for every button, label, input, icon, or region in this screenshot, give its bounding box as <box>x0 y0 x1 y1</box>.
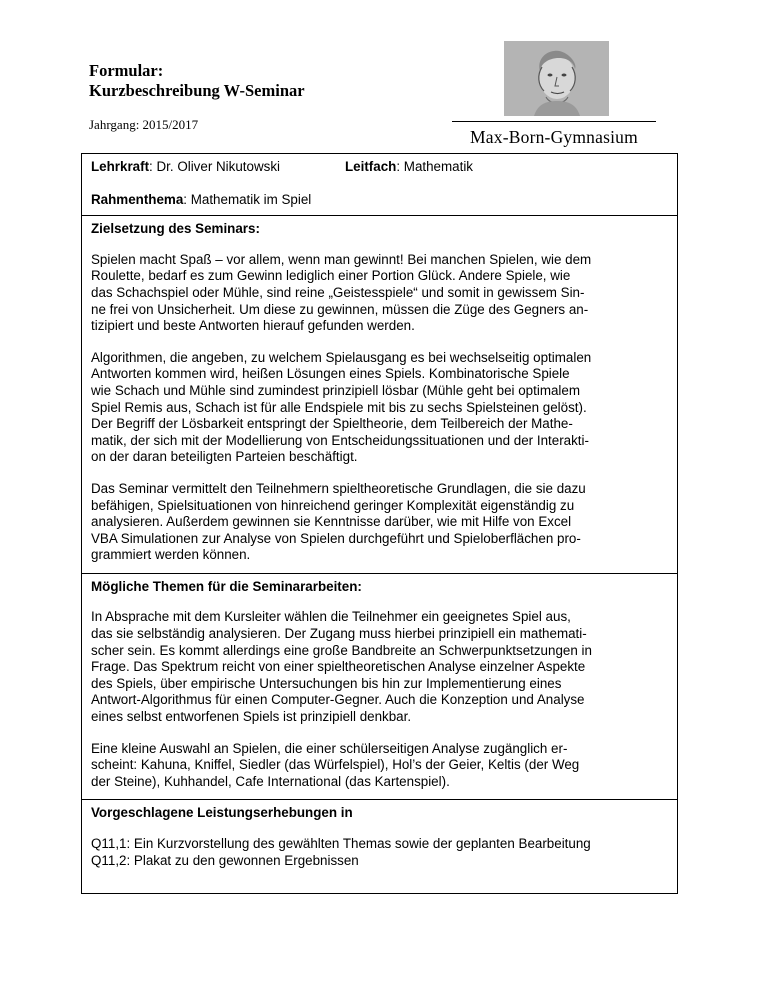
text-line: grammiert werden können. <box>91 547 251 563</box>
text-line: befähigen, Spielsituationen von hinreichend geringer Komplexität eigenständig zu <box>91 497 575 513</box>
text-line: das Schachspiel oder Mühle, sind reine „Geistesspiele“ und somit in gewissem Sin- <box>91 284 585 300</box>
topic-label: Rahmenthema <box>91 191 184 207</box>
text-line: Frage. Das Spektrum reicht von einer spieltheoretischen Analyse einzelner Aspekte <box>91 659 586 675</box>
text-line: Das Seminar vermittelt den Teilnehmern spieltheoretische Grundlagen, die sie dazu <box>91 480 586 496</box>
text-line: wie Schach und Mühle sind zumindest prinzipiell lösbar (Mühle geht bei optimalem <box>91 382 581 398</box>
teacher-label: Lehrkraft <box>91 159 150 174</box>
teacher-value: : Dr. Oliver Nikutowski <box>149 159 280 174</box>
text-line: scheint: Kahuna, Kniffel, Siedler (das Würfelspiel), Hol’s der Geier, Keltis (der Weg <box>91 757 580 773</box>
text-line: Q11,2: Plakat zu den gewonnen Ergebnissen <box>91 852 359 868</box>
text-line: Algorithmen, die angeben, zu welchem Spielausgang es bei wechselseitig optimalen <box>91 349 592 365</box>
goals-paragraph-1 <box>91 252 668 335</box>
goals-paragraph-3 <box>91 481 668 564</box>
assessment-title: Vorgeschlagene Leistungserhebungen in <box>91 805 353 821</box>
school-name: Max-Born-Gymnasium <box>470 127 638 147</box>
text-line: Der Begriff der Lösbarkeit entspringt der Spieltheorie, dem Teilbereich der Mathe- <box>91 416 573 432</box>
form-title <box>89 61 305 101</box>
text-line: das sie selbständig analysieren. Der Zugang muss hierbei prinzipiell ein mathemati- <box>91 626 587 642</box>
form-title-line1: Formular: <box>89 61 164 80</box>
text-line: analysieren. Außerdem gewinnen sie Kenntnisse darüber, wie mit Hilfe von Excel <box>91 514 572 530</box>
text-line: In Absprache mit dem Kursleiter wählen die Teilnehmer ein geeignetes Spiel aus, <box>91 609 571 625</box>
assessment-cell <box>82 800 678 894</box>
topic-field <box>91 192 668 209</box>
topics-paragraph-1 <box>91 609 668 725</box>
assessment-row <box>82 800 678 894</box>
text-line: tizipiert und beste Antworten hierauf gefunden werden. <box>91 318 415 334</box>
text-line: ne frei von Unsicherheit. Um diese zu gewinnen, müssen die Züge des Gegners an- <box>91 301 589 317</box>
year-label: Jahrgang: 2015/2017 <box>89 117 199 132</box>
text-line: Antworten kommen wird, heißen Lösungen eines Spiels. Kombinatorische Spiele <box>91 366 570 382</box>
text-line: des Spiels, über empirische Untersuchungen bis hin zur Implementierung eines <box>91 675 562 691</box>
teacher-field <box>91 159 345 176</box>
topic-value: : Mathematik im Spiel <box>183 191 312 207</box>
subject-field <box>345 159 473 176</box>
portrait-logo-icon <box>504 41 609 116</box>
text-line: der Steine), Kuhhandel, Cafe International (das Kartenspiel). <box>91 773 450 789</box>
text-line: VBA Simulationen zur Analyse von Spielen durchgeführt und Spieloberflächen pro- <box>91 530 581 546</box>
goals-cell <box>82 216 678 574</box>
text-line: Roulette, bedarf es zum Gewinn lediglich einer Portion Glück. Andere Spiele, wie <box>91 268 571 284</box>
info-row <box>82 154 678 216</box>
teacher-subject-line <box>91 159 668 176</box>
info-cell <box>82 154 678 216</box>
text-line: Spiel Remis aus, Schach ist für alle Endspiele mit bis zu sechs Spielsteinen gelöst). <box>91 399 587 415</box>
seminar-form-table <box>81 153 678 894</box>
subject-label: Leitfach <box>345 159 397 174</box>
topics-cell <box>82 573 678 800</box>
topics-paragraph-2 <box>91 741 668 791</box>
text-line: Q11,1: Ein Kurzvorstellung des gewählten Themas sowie der geplanten Bearbeitung <box>91 836 591 851</box>
text-line: Antwort-Algorithmus für einen Computer-Gegner. Auch die Konzeption und Analyse <box>91 692 585 708</box>
text-line: scher sein. Es kommt allerdings eine große Bandbreite an Schwerpunktsetzungen in <box>91 642 592 658</box>
topics-row <box>82 573 678 800</box>
text-line: Spielen macht Spaß – vor allem, wenn man gewinnt! Bei manchen Spielen, wie dem <box>91 251 592 267</box>
subject-value: : Mathematik <box>396 159 473 174</box>
text-line: matik, der sich mit der Modellierung von Entscheidungssituationen und der Interakti- <box>91 432 589 448</box>
assessment-lines <box>91 836 668 869</box>
text-line: eines selbst entworfenen Spiels ist prinzipiell denkbar. <box>91 709 412 725</box>
goals-paragraph-2 <box>91 350 668 466</box>
form-title-line2: Kurzbeschreibung W-Seminar <box>89 81 305 100</box>
logo-divider <box>452 121 656 122</box>
text-line: on der daran beteiligten Parteien beschäftigt. <box>91 449 358 465</box>
topics-title: Mögliche Themen für die Seminararbeiten: <box>91 578 362 594</box>
goals-row <box>82 216 678 574</box>
text-line: Eine kleine Auswahl an Spielen, die einer schülerseitigen Analyse zugänglich er- <box>91 740 568 756</box>
goals-title: Zielsetzung des Seminars: <box>91 221 260 237</box>
